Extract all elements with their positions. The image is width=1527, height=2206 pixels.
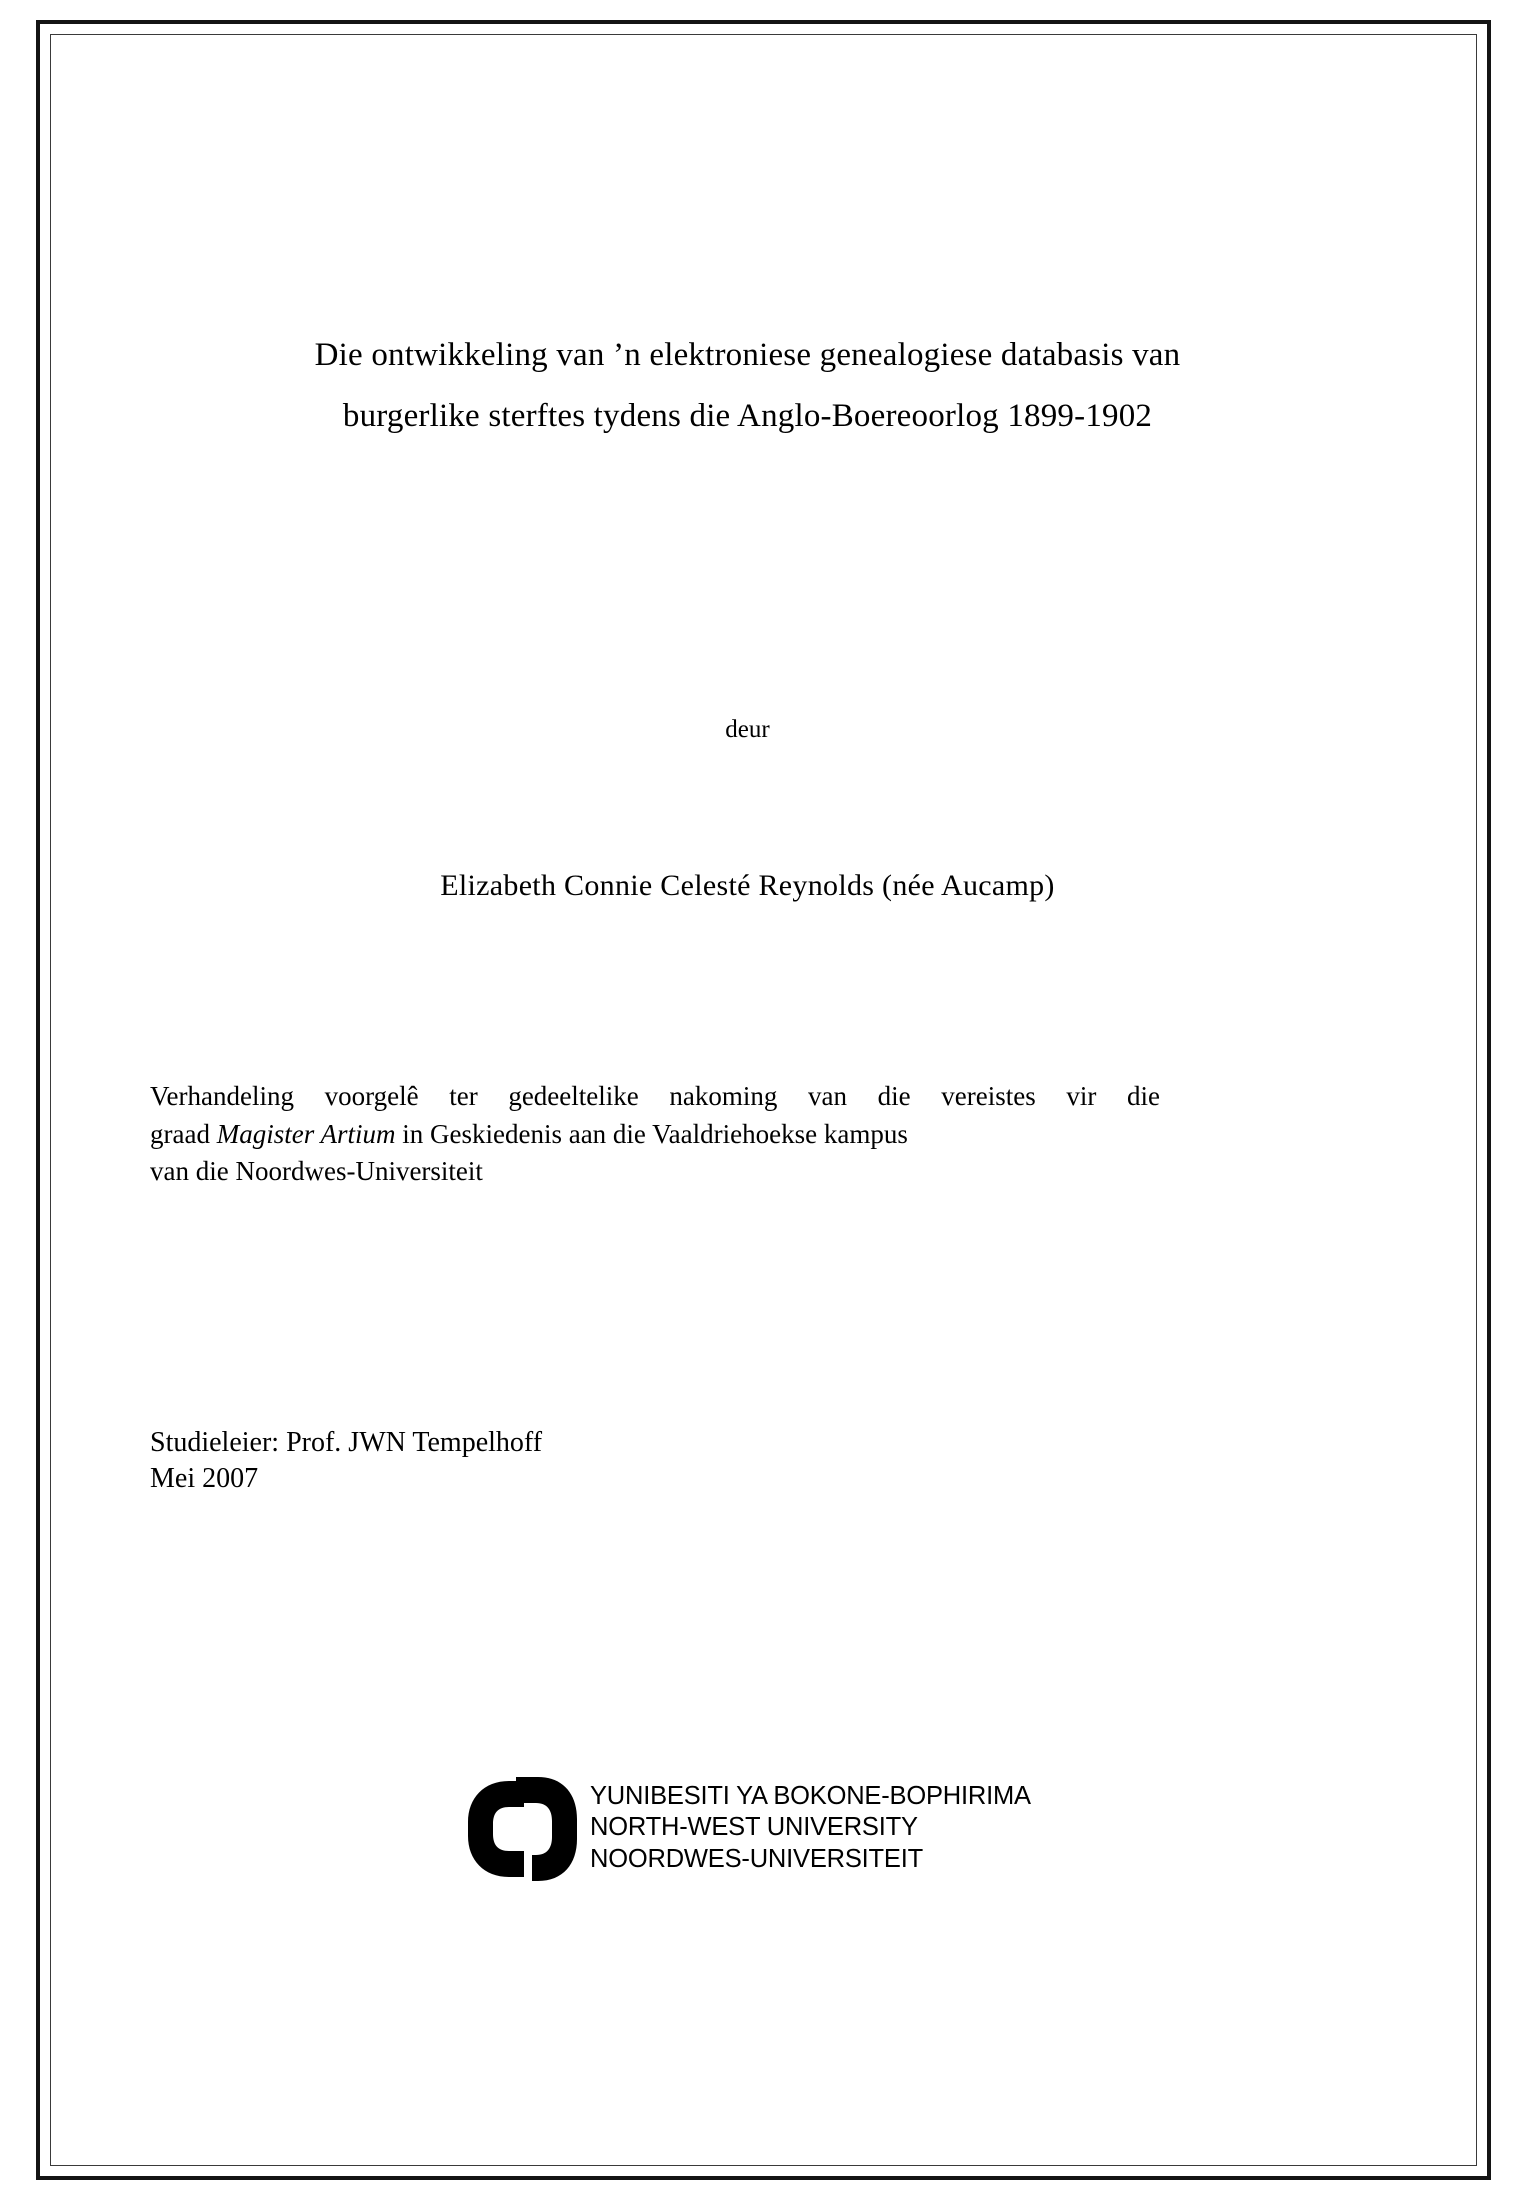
title-line-1: Die ontwikkeling van ’n elektroniese genealogiese databasis van bbox=[314, 337, 1181, 373]
degree-statement-line-2-suffix: in Geskiedenis aan die Vaaldriehoekse kampus bbox=[395, 1118, 908, 1149]
title-page-content bbox=[150, 330, 1345, 1498]
supervisor-line: Studieleier: Prof. JWN Tempelhoff bbox=[150, 1427, 543, 1459]
author-label: deur bbox=[725, 716, 770, 744]
degree-statement-line-2 bbox=[150, 1116, 1160, 1153]
supervisor-block bbox=[150, 1425, 1345, 1498]
degree-statement-line-1: Verhandeling voorgelê ter gedeeltelike nakoming van die vereistes vir die bbox=[150, 1081, 1160, 1112]
author-name: Elizabeth Connie Celesté Reynolds (née Aucamp) bbox=[440, 869, 1055, 903]
date-line: Mei 2007 bbox=[150, 1463, 259, 1495]
nwu-logo-icon bbox=[462, 1777, 578, 1881]
title-line-2: burgerlike sterftes tydens die Anglo-Boereoorlog 1899-1902 bbox=[342, 398, 1153, 435]
logo-text-line-2: NORTH-WEST UNIVERSITY bbox=[590, 1813, 918, 1842]
degree-name-italic: Magister Artium bbox=[216, 1118, 396, 1149]
page-title bbox=[150, 330, 1345, 442]
university-logo bbox=[462, 1775, 1102, 1895]
university-logo-text bbox=[590, 1781, 1031, 1875]
degree-statement-line-3: van die Noordwes-Universiteit bbox=[150, 1155, 483, 1186]
logo-text-line-3: NOORDWES-UNIVERSITEIT bbox=[590, 1844, 923, 1873]
logo-text-line-1: YUNIBESITI YA BOKONE-BOPHIRIMA bbox=[590, 1782, 1031, 1810]
degree-statement bbox=[150, 1078, 1160, 1190]
degree-statement-line-2-prefix: graad bbox=[150, 1118, 217, 1149]
